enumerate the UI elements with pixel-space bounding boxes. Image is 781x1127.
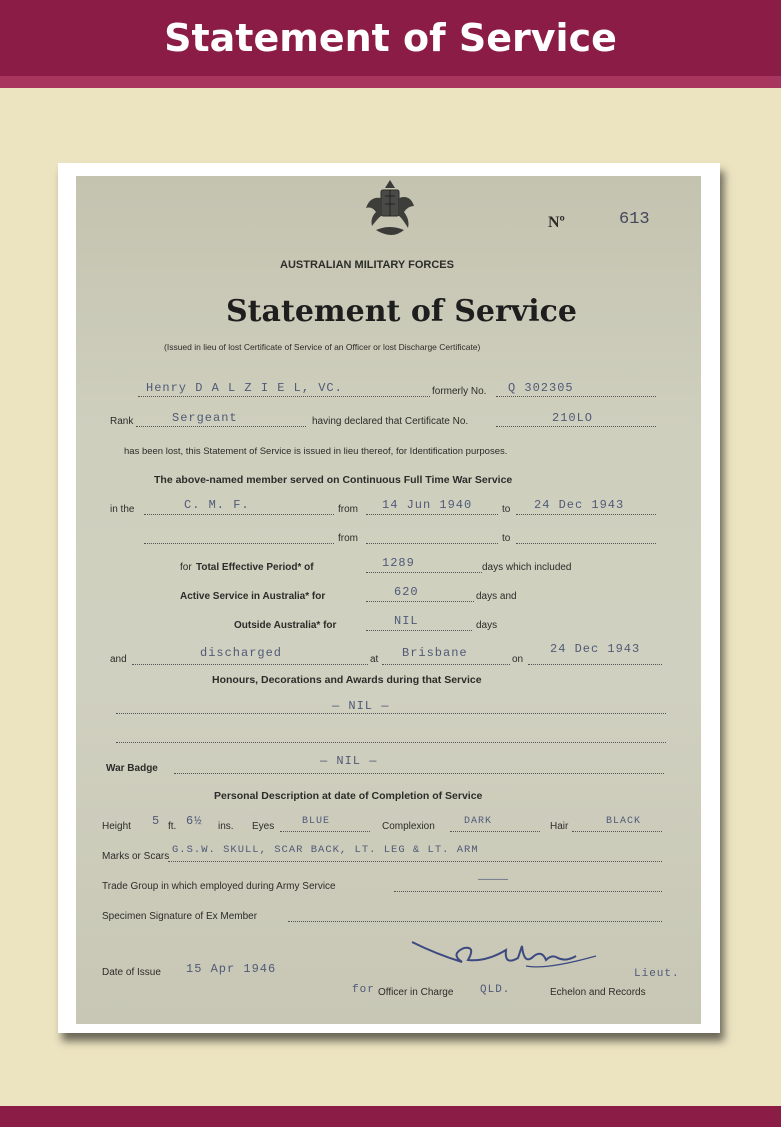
officer-label: Officer in Charge <box>378 987 454 998</box>
eyes-label: Eyes <box>252 821 275 832</box>
hair-label: Hair <box>550 821 569 832</box>
issue-label: Date of Issue <box>102 967 161 978</box>
served-statement: The above-named member served on Continuous Full Time War Service <box>154 474 513 486</box>
blank-to-underline <box>516 543 656 544</box>
marks-value: G.S.W. SKULL, SCAR BACK, LT. LEG & LT. ARM <box>172 844 479 856</box>
eyes-value: BLUE <box>302 816 331 827</box>
honours-value: — NIL — <box>332 699 390 713</box>
days-and-label: days and <box>476 591 517 602</box>
active-days: 620 <box>394 585 419 599</box>
formerly-label: formerly No. <box>432 386 487 397</box>
officer-signature-image <box>406 936 606 986</box>
signature-underline <box>288 921 662 922</box>
to-date: 24 Dec 1943 <box>534 498 625 512</box>
hair-value: BLACK <box>606 816 642 827</box>
active-underline <box>366 601 474 602</box>
at-label: at <box>370 654 379 665</box>
org-title: AUSTRALIAN MILITARY FORCES <box>280 259 454 271</box>
from-date: 14 Jun 1940 <box>382 498 473 512</box>
footer-bar <box>0 1106 781 1127</box>
from-label-2: from <box>338 533 358 544</box>
from-date-underline <box>366 514 498 515</box>
war-badge-underline <box>174 773 664 774</box>
war-badge-value: — NIL — <box>320 754 378 768</box>
declared-label: having declared that Certificate No. <box>312 416 469 427</box>
rank-underline <box>136 426 306 427</box>
and-label: and <box>110 654 127 665</box>
discharge-date: 24 Dec 1943 <box>550 642 641 656</box>
trade-underline <box>394 891 662 892</box>
signature-label: Specimen Signature of Ex Member <box>102 911 258 922</box>
honours-label: Honours, Decorations and Awards during that Service <box>212 674 482 686</box>
rank-label: Rank <box>110 416 134 427</box>
total-underline <box>366 572 482 573</box>
header-stripe <box>0 76 781 88</box>
document-subtitle: (Issued in lieu of lost Certificate of Service of an Officer or lost Discharge Certificate) <box>164 342 481 352</box>
blank-from-underline <box>366 543 498 544</box>
lieut-label: Lieut. <box>634 968 680 980</box>
formerly-number: Q 302305 <box>508 381 574 395</box>
complexion-label: Complexion <box>382 821 435 832</box>
statement-document <box>76 176 701 1024</box>
on-label: on <box>512 654 524 665</box>
honours-underline-2 <box>116 742 666 743</box>
complexion-underline <box>450 831 540 832</box>
complexion-value: DARK <box>464 816 493 827</box>
discharge-date-underline <box>528 664 662 665</box>
to-date-underline <box>516 514 656 515</box>
days-included-label: days which included <box>482 562 572 573</box>
qld-label: QLD. <box>480 984 511 996</box>
unit-value: C. M. F. <box>184 498 250 512</box>
place-underline <box>382 664 510 665</box>
lost-statement: has been lost, this Statement of Service is issued in lieu thereof, for Identification purposes. <box>124 446 508 457</box>
to-label: to <box>502 504 511 515</box>
rank-value: Sergeant <box>172 411 238 425</box>
days-label: days <box>476 620 498 631</box>
outside-underline <box>366 630 472 631</box>
echelon-label: Echelon and Records <box>550 987 646 998</box>
height-feet: 5 <box>152 814 161 828</box>
in-the-label: in the <box>110 504 135 515</box>
document-title: Statement of Service <box>226 294 577 329</box>
discharge-place: Brisbane <box>402 646 468 660</box>
trade-label: Trade Group in which employed during Army Service <box>102 881 336 892</box>
total-days: 1289 <box>382 556 415 570</box>
discharged-value: discharged <box>200 646 283 660</box>
active-label: Active Service in Australia* for <box>180 591 326 602</box>
hair-underline <box>572 831 662 832</box>
outside-days: NIL <box>394 614 419 628</box>
formerly-underline <box>496 396 656 397</box>
name-underline <box>138 396 430 397</box>
from-label: from <box>338 504 358 515</box>
cert-underline <box>496 426 656 427</box>
eyes-underline <box>280 831 370 832</box>
marks-label: Marks or Scars <box>102 851 170 862</box>
personal-description-label: Personal Description at date of Completion of Service <box>214 790 483 802</box>
inches-label: ins. <box>218 821 234 832</box>
trade-value: ——— <box>478 874 508 885</box>
coat-of-arms-icon <box>362 178 418 244</box>
total-prefix: for <box>180 562 192 573</box>
blank-unit-underline <box>144 543 334 544</box>
total-label: Total Effective Period* of <box>196 562 314 573</box>
marks-underline <box>168 861 662 862</box>
war-badge-label: War Badge <box>106 763 158 774</box>
outside-label: Outside Australia* for <box>234 620 337 631</box>
discharged-underline <box>132 664 368 665</box>
height-label: Height <box>102 821 131 832</box>
height-inches: 6½ <box>186 814 203 828</box>
to-label-2: to <box>502 533 511 544</box>
feet-label: ft. <box>168 821 177 832</box>
member-name: Henry D A L Z I E L, VC. <box>146 381 343 395</box>
certificate-number: 613 <box>619 210 650 229</box>
certificate-no-value: 210LO <box>552 411 594 425</box>
number-label: Nº <box>548 214 565 231</box>
honours-underline <box>116 713 666 714</box>
page-title: Statement of Service <box>164 16 617 60</box>
issue-date: 15 Apr 1946 <box>186 962 277 976</box>
for-prefix: for <box>352 984 375 996</box>
unit-underline <box>144 514 334 515</box>
